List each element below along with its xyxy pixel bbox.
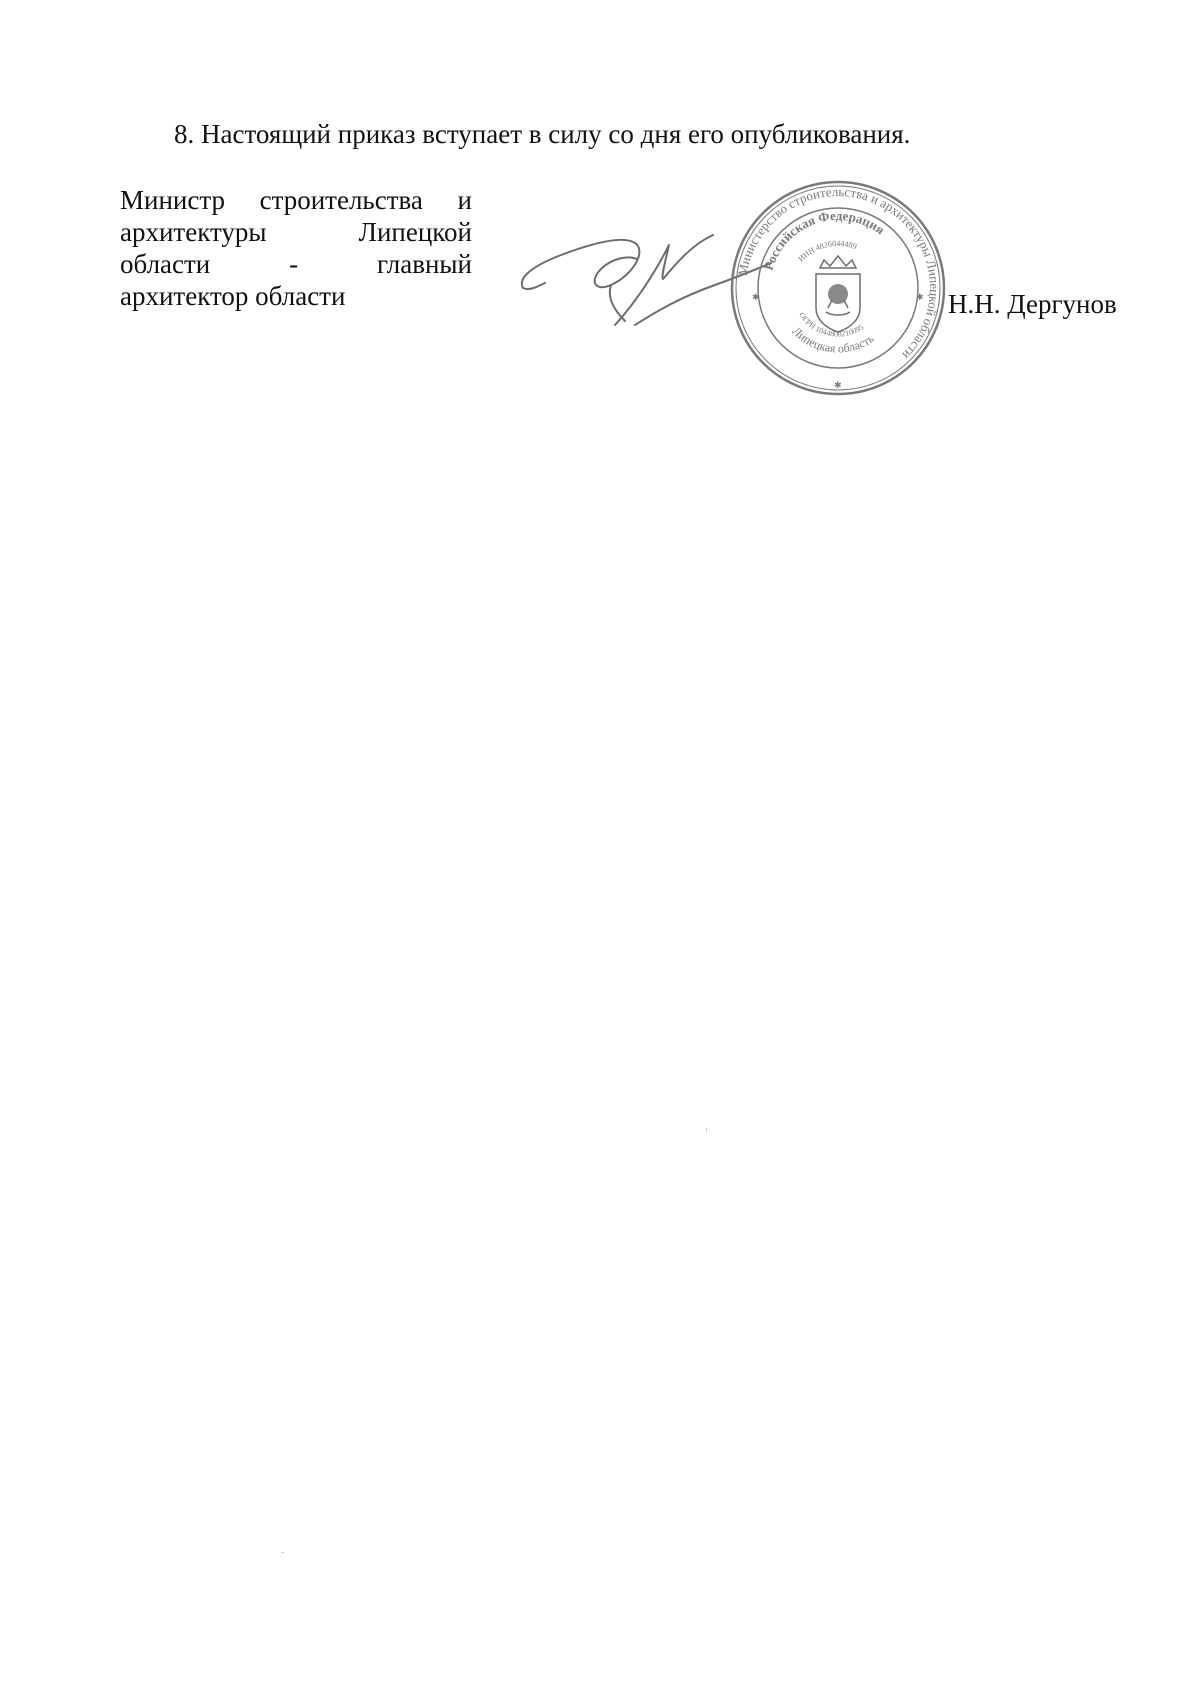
seal-bottom-text: Липецкая область [789,323,877,356]
position-line: Министр строительства и [120,185,472,215]
seal-inn: ИНН 4826044489 [796,238,859,264]
paragraph-8: 8. Настоящий приказ вступает в силу со дня его опубликования. [174,119,911,149]
seal-star-icon: ✱ [752,293,760,303]
position-line: архитектуры Липецкой [120,217,472,247]
seal-ogrn: ОГРН 1044800210095 [797,310,866,339]
signatory-position [120,184,472,312]
seal-outer-text: Министерство строительства и архитектуры Липецкой области [734,183,943,363]
scan-artifact [706,1128,707,1132]
position-line: архитектор области [120,281,346,311]
position-line: области - главный [120,249,472,279]
seal-star-icon: ✱ [916,293,924,303]
seal-inner-text: Российская Федерация [760,207,888,273]
scan-artifact [281,1552,284,1553]
official-seal [728,178,948,398]
seal-star-icon: ✱ [834,381,842,391]
signatory-name: Н.Н. Дергунов [948,289,1117,319]
coat-of-arms-icon [816,256,860,332]
